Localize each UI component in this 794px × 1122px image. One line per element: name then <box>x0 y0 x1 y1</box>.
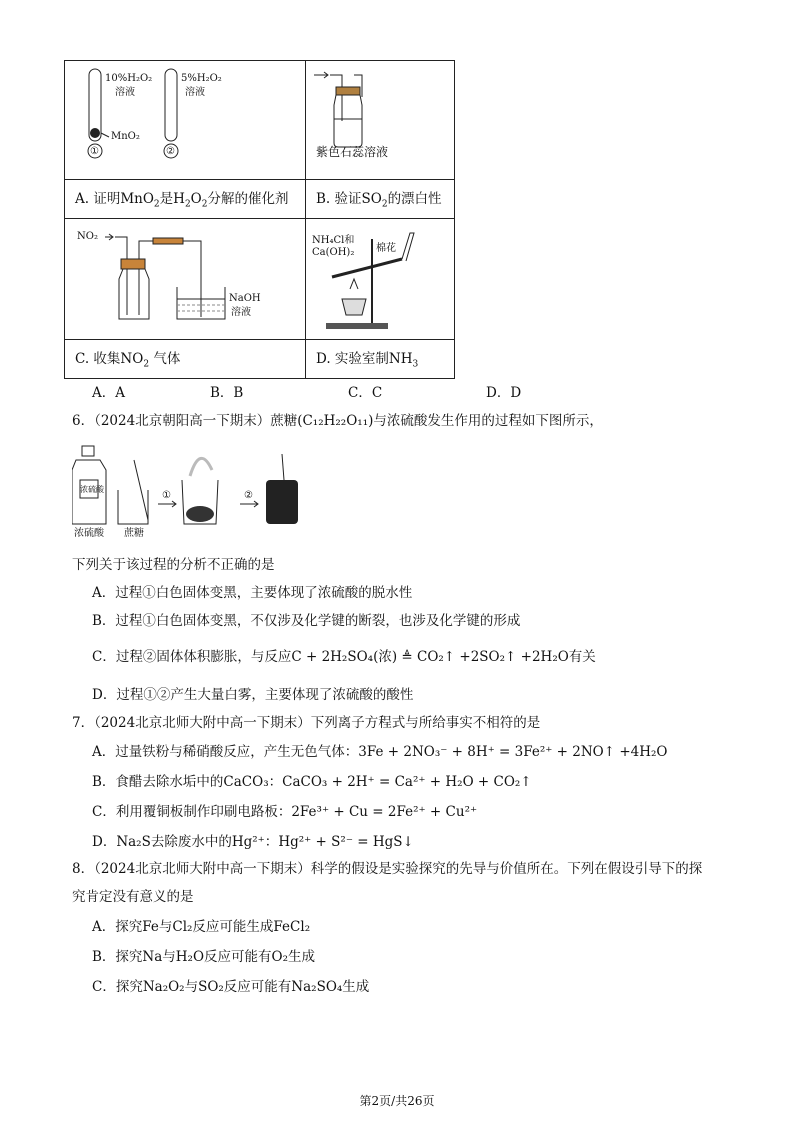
q7-option-d[interactable] <box>92 833 414 851</box>
q8-stem-line1: 8．（2024北京北师大附中高一下期末）科学的假设是实验探究的先导与价值所在。下列在假设引导下的探 <box>72 861 703 877</box>
q5-caption-b: B. 验证$SO_2$的漂白性 <box>306 180 455 219</box>
q7-option-a-equation: 3Fe + 2NO₃⁻ + 8H⁺ = 3Fe²⁺ + 2NO↑ +4H₂O <box>358 744 668 760</box>
page-footer: 第2页/共26页 <box>359 1094 435 1108</box>
q5-experiment-table <box>64 60 455 379</box>
q6-stem-tail: 与浓硫酸发生作用的过程如下图所示， <box>373 413 603 429</box>
q6-option-c-text: C．过程②固体体积膨胀，与反应 <box>92 649 292 665</box>
caption-c-post: 气体 <box>149 351 181 367</box>
fig-label-step2: ② <box>244 490 253 501</box>
caption-a-mid2: O <box>190 191 202 207</box>
q7-option-b-equation: CaCO₃ + 2H⁺ = Ca²⁺ + H₂O + CO₂↑ <box>282 774 532 790</box>
q5-cell-c-figure <box>65 219 306 340</box>
q8-stem-line2: 究肯定没有意义的是 <box>72 889 194 905</box>
q6-figure <box>72 440 312 539</box>
sucrose-process-figure <box>72 440 312 536</box>
q5-option-c[interactable]: C．C <box>348 385 383 401</box>
q5-caption-d: D. 实验室制$NH_3$ <box>306 340 455 379</box>
q7-option-b[interactable] <box>92 773 532 791</box>
fig-label-naoh: NaOH <box>229 293 261 304</box>
caption-a-text: A. 证明MnO <box>75 191 154 207</box>
q5-option-d[interactable]: D．D <box>486 385 522 401</box>
fig-label-solution-2: 溶液 <box>185 87 205 98</box>
q7-option-c[interactable] <box>92 803 477 821</box>
q5-cell-b-figure <box>306 61 455 180</box>
q5-cell-a-figure <box>65 61 306 180</box>
fig-label-2: ② <box>166 146 175 157</box>
fig-label-sucrose: 蔗糖 <box>124 528 144 539</box>
q6-formula: (C₁₂H₂₂O₁₁) <box>297 413 374 429</box>
q5-caption-c: C. 收集$NO_2$ 气体 <box>65 340 306 379</box>
q6-option-b[interactable]: B．过程①白色固体变黑，不仅涉及化学键的断裂，也涉及化学键的形成 <box>92 613 521 629</box>
caption-c-text: C. 收集NO <box>75 351 144 367</box>
fig-label-nh4cl: NH₄Cl和 <box>312 235 355 246</box>
fig-label-bottle: 浓硫酸 <box>80 485 104 494</box>
fig-label-cotton: 棉花 <box>376 243 396 254</box>
q7-option-d-equation: Hg²⁺ + S²⁻ = HgS↓ <box>278 834 414 850</box>
q6-option-d[interactable]: D．过程①②产生大量白雾，主要体现了浓硫酸的酸性 <box>92 687 414 703</box>
q7-stem: 7．（2024北京北师大附中高一下期末）下列离子方程式与所给事实不相符的是 <box>72 715 541 731</box>
q6-stem <box>72 412 603 430</box>
q7-option-b-text: B．食醋去除水垢中的CaCO₃： <box>92 774 283 790</box>
fig-label-no2: NO₂ <box>77 231 98 242</box>
caption-a-post: 分解的催化剂 <box>207 191 289 207</box>
caption-b-text: B. 验证SO <box>316 191 382 207</box>
q5-option-b[interactable]: B．B <box>210 385 244 401</box>
q7-option-c-text: C．利用覆铜板制作印刷电路板： <box>92 804 292 820</box>
q6-option-c-equation: C + 2H₂SO₄(浓) ≜ CO₂↑ +2SO₂↑ +2H₂O <box>291 649 569 665</box>
q7-option-a[interactable] <box>92 743 668 761</box>
q6-option-c[interactable] <box>92 648 596 666</box>
fig-label-solution: 溶液 <box>115 87 135 98</box>
caption-b-post: 的漂白性 <box>387 191 442 207</box>
q6-stem-text: 6．（2024北京朝阳高一下期末）蔗糖 <box>72 413 298 429</box>
gas-bottle-figure <box>306 61 454 179</box>
caption-d-text: D. 实验室制NH <box>316 351 413 367</box>
q7-option-d-text: D．Na₂S去除废水中的Hg²⁺： <box>92 834 279 850</box>
q5-cell-d-figure <box>306 219 455 340</box>
fig-label-conc-h2so4: 浓硫酸 <box>74 528 104 539</box>
q8-option-c[interactable]: C．探究Na₂O₂与SO₂反应可能有Na₂SO₄生成 <box>92 979 370 995</box>
q8-option-b[interactable]: B．探究Na与H₂O反应可能有O₂生成 <box>92 949 316 965</box>
q8-option-a[interactable]: A．探究Fe与Cl₂反应可能生成FeCl₂ <box>92 919 311 935</box>
fig-label-caoh2: Ca(OH)₂ <box>312 247 355 258</box>
fig-label-naoh-solution: 溶液 <box>231 307 251 318</box>
fig-label-litmus: 紫色石蕊溶液 <box>316 145 389 159</box>
q6-option-a[interactable]: A．过程①白色固体变黑，主要体现了浓硫酸的脱水性 <box>92 585 413 601</box>
q6-prompt: 下列关于该过程的分析不正确的是 <box>72 557 275 573</box>
no2-collection-figure <box>65 219 305 339</box>
fig-label-mno2: MnO₂ <box>111 131 140 142</box>
q7-option-c-equation: 2Fe³⁺ + Cu = 2Fe²⁺ + Cu²⁺ <box>291 804 478 820</box>
q5-option-a[interactable]: A．A <box>92 385 125 401</box>
q5-caption-a: A. 证明MnO$_2$是$H_2O_2$分解的催化剂 <box>65 180 306 219</box>
caption-a-mid: 是H <box>159 191 185 207</box>
fig-label-h2o2-10: 10%H₂O₂ <box>105 73 153 84</box>
fig-label-h2o2-5: 5%H₂O₂ <box>181 73 222 84</box>
fig-label-1: ① <box>90 146 99 157</box>
q7-option-a-text: A．过量铁粉与稀硝酸反应，产生无色气体： <box>92 744 359 760</box>
q6-option-c-tail: 有关 <box>568 649 596 665</box>
fig-label-step1: ① <box>162 490 171 501</box>
